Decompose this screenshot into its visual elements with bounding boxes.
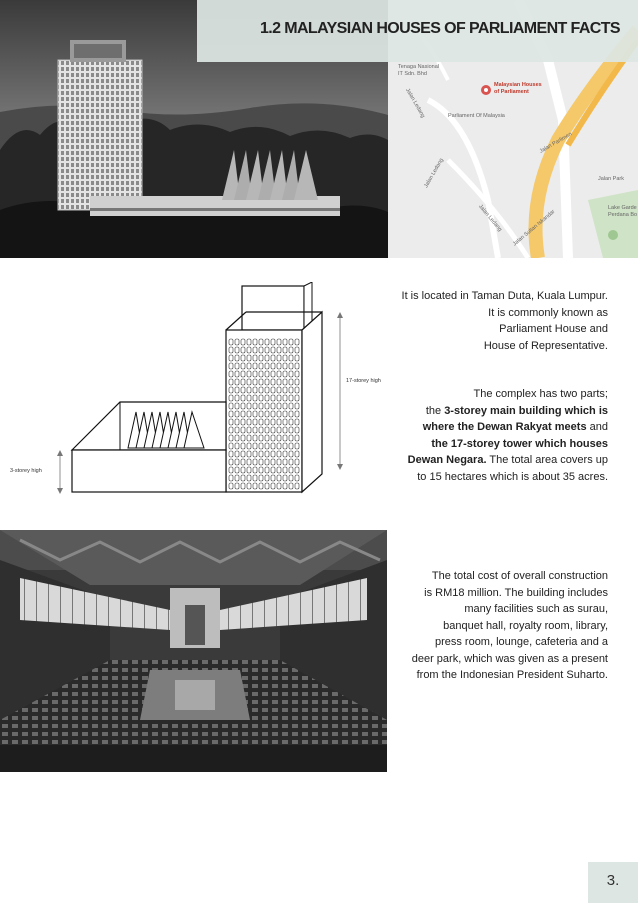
location-paragraph xyxy=(380,288,608,354)
text-run: the xyxy=(425,404,445,417)
text-run-bold: the 17-storey tower which houses xyxy=(431,437,608,450)
text-run-bold: Dewan Negara. xyxy=(407,454,487,466)
text-line xyxy=(370,436,608,453)
complex-paragraph xyxy=(370,386,608,485)
text-line: is RM18 million. The building includes xyxy=(424,586,608,599)
text-run: and xyxy=(586,421,608,433)
text-line: House of Representative. xyxy=(483,339,608,352)
text-line: The total cost of overall construction xyxy=(431,570,608,582)
map-label: Lake Garde xyxy=(608,205,637,211)
map-label: Jalan Park xyxy=(598,176,624,182)
page-title: 1.2 MALAYSIAN HOUSES OF PARLIAMENT FACTS xyxy=(259,20,620,37)
main-building-height-label: 3-storey high xyxy=(10,468,42,474)
page-number: 3. xyxy=(606,872,620,889)
text-line: The complex has two parts; xyxy=(473,388,608,400)
text-line: banquet hall, royalty room, library, xyxy=(443,619,608,632)
map-label: Jalan Ledang xyxy=(423,157,445,190)
map-label: Perdana Bo xyxy=(608,212,638,218)
text-run-bold: where the Dewan Rakyat meets xyxy=(422,421,587,433)
map-label: Jalan Ledang xyxy=(476,203,503,233)
text-line xyxy=(370,419,608,436)
map-label: IT Sdn. Bhd xyxy=(398,71,427,77)
text-line: to 15 hectares which is about 35 acres. xyxy=(417,470,608,483)
text-line: deer park, which was given as a present xyxy=(411,652,608,665)
text-line: It is located in Taman Duta, Kuala Lumpur. xyxy=(401,290,608,302)
map-label: Jalan Sultan Iskandar xyxy=(511,208,557,248)
text-line: It is commonly known as xyxy=(488,306,608,319)
building-diagram xyxy=(0,282,400,502)
text-line: press room, lounge, cafeteria and a xyxy=(434,636,608,648)
map-label: Parliament Of Malaysia xyxy=(448,113,505,119)
text-line: from the Indonesian President Suharto. xyxy=(416,669,608,681)
text-line: Parliament House and xyxy=(499,323,608,335)
map-label: Tenaga Nasional xyxy=(398,64,439,70)
text-run: The total area covers up xyxy=(486,454,608,466)
chamber-photo xyxy=(0,530,387,772)
text-line xyxy=(370,452,608,469)
tower-height-label: 17-storey high xyxy=(346,378,381,384)
text-run-bold: 3-storey main building which is xyxy=(444,404,608,417)
text-line xyxy=(370,403,608,420)
text-line: many facilities such as surau, xyxy=(464,603,608,615)
map-label: Jalan Ledang xyxy=(404,87,426,120)
map-label: of Parliament xyxy=(494,89,529,95)
map-label: Malaysian Houses xyxy=(494,82,542,88)
map-label: Jalan Parlimen xyxy=(538,131,574,155)
cost-paragraph xyxy=(380,568,608,684)
